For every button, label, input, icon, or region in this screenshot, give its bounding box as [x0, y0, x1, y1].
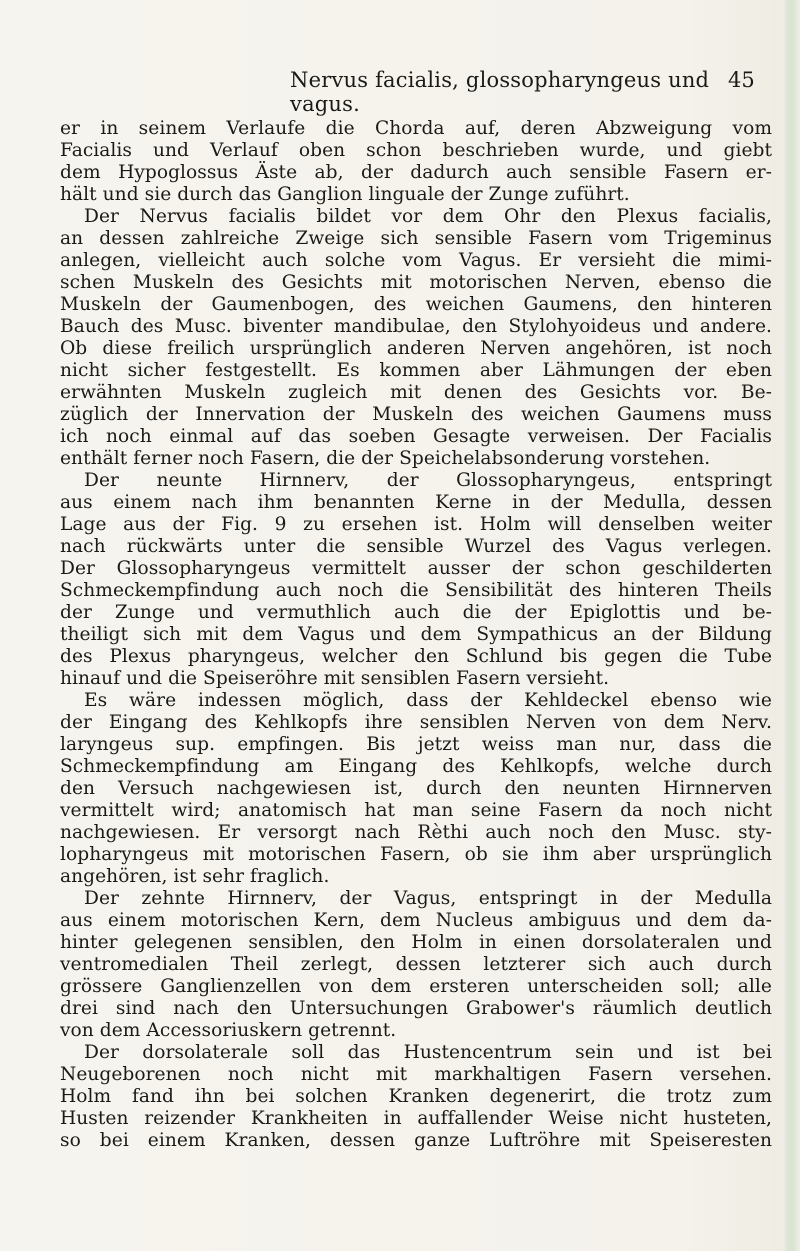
paragraph-start-line: Der neunte Hirnnerv, der Glossopharyngeus, entspringt: [84, 470, 772, 491]
text-line: schen Muskeln des Gesichts mit motorischen Nerven, ebenso die: [60, 272, 772, 293]
text-line: angehören, ist sehr fraglich.: [60, 866, 330, 887]
text-line: Muskeln der Gaumenbogen, des weichen Gaumens, den hinteren: [60, 294, 772, 315]
text-line: nach rückwärts unter die sensible Wurzel des Vagus verlegen.: [60, 536, 772, 557]
text-line: hält und sie durch das Ganglion linguale der Zunge zuführt.: [60, 184, 630, 205]
text-line: Ob diese freilich ursprünglich anderen Nerven angehören, ist noch: [60, 338, 772, 359]
text-line: Der Glossopharyngeus vermittelt ausser der schon geschilderten: [60, 558, 772, 579]
text-line: drei sind nach den Untersuchungen Grabower's räumlich deutlich: [60, 998, 772, 1019]
text-line: so bei einem Kranken, dessen ganze Luftröhre mit Speiseresten: [60, 1130, 772, 1151]
text-line: vermittelt wird; anatomisch hat man seine Fasern da noch nicht: [60, 800, 772, 821]
text-line: hinter gelegenen sensiblen, den Holm in einen dorsolateralen und: [60, 932, 772, 953]
text-line: den Versuch nachgewiesen ist, durch den neunten Hirnnerven: [60, 778, 772, 799]
text-line: er in seinem Verlaufe die Chorda auf, deren Abzweigung vom: [60, 118, 772, 139]
text-line: aus einem motorischen Kern, dem Nucleus ambiguus und dem da-: [60, 910, 772, 931]
paragraph-start-line: Der dorsolaterale soll das Hustencentrum sein und ist bei: [84, 1042, 772, 1063]
text-line: Bauch des Musc. biventer mandibulae, den Stylohyoideus und andere.: [60, 316, 772, 337]
page-header: [140, 68, 780, 116]
text-line: Lage aus der Fig. 9 zu ersehen ist. Holm will denselben weiter: [60, 514, 772, 535]
page-number: 45: [728, 68, 755, 92]
text-line: von dem Accessoriuskern getrennt.: [60, 1020, 397, 1041]
text-line: anlegen, vielleicht auch solche vom Vagus. Er versieht die mimi-: [60, 250, 772, 271]
running-title: Nervus facialis, glossopharyngeus und vagus.: [290, 68, 710, 116]
text-line: theiligt sich mit dem Vagus und dem Sympathicus an der Bildung: [60, 624, 772, 645]
text-line: Neugeborenen noch nicht mit markhaltigen Fasern versehen.: [60, 1064, 772, 1085]
text-line: Schmeckempfindung auch noch die Sensibilität des hinteren Theils: [60, 580, 772, 601]
text-line: lopharyngeus mit motorischen Fasern, ob sie ihm aber ursprünglich: [60, 844, 772, 865]
text-line: laryngeus sup. empfingen. Bis jetzt weiss man nur, dass die: [60, 734, 772, 755]
text-line: des Plexus pharyngeus, welcher den Schlund bis gegen die Tube: [60, 646, 772, 667]
text-line: ventromedialen Theil zerlegt, dessen letzterer sich auch durch: [60, 954, 772, 975]
text-line: Schmeckempfindung am Eingang des Kehlkopfs, welche durch: [60, 756, 772, 777]
text-line: an dessen zahlreiche Zweige sich sensible Fasern vom Trigeminus: [60, 228, 772, 249]
body-text: [60, 118, 772, 1152]
text-line: Husten reizender Krankheiten in auffallender Weise nicht husteten,: [60, 1108, 772, 1129]
text-line: Facialis und Verlauf oben schon beschrieben wurde, und giebt: [60, 140, 772, 161]
text-line: züglich der Innervation der Muskeln des weichen Gaumens muss: [60, 404, 772, 425]
paragraph-start-line: Der zehnte Hirnnerv, der Vagus, entspringt in der Medulla: [84, 888, 772, 909]
text-line: Holm fand ihn bei solchen Kranken degenerirt, die trotz zum: [60, 1086, 772, 1107]
text-line: dem Hypoglossus Äste ab, der dadurch auch sensible Fasern er-: [60, 162, 772, 183]
text-line: enthält ferner noch Fasern, die der Speichelabsonderung vorstehen.: [60, 448, 711, 469]
text-line: der Zunge und vermuthlich auch die der Epiglottis und be-: [60, 602, 772, 623]
text-line: der Eingang des Kehlkopfs ihre sensiblen Nerven von dem Nerv.: [60, 712, 772, 733]
text-line: hinauf und die Speiseröhre mit sensiblen Fasern versieht.: [60, 668, 610, 689]
paragraph-start-line: Es wäre indessen möglich, dass der Kehldeckel ebenso wie: [84, 690, 772, 711]
text-line: ich noch einmal auf das soeben Gesagte verweisen. Der Facialis: [60, 426, 772, 447]
text-line: nachgewiesen. Er versorgt nach Rèthi auch noch den Musc. sty-: [60, 822, 772, 843]
text-line: erwähnten Muskeln zugleich mit denen des Gesichts vor. Be-: [60, 382, 772, 403]
text-line: grössere Ganglienzellen von dem ersteren unterscheiden soll; alle: [60, 976, 772, 997]
text-line: nicht sicher festgestellt. Es kommen aber Lähmungen der eben: [60, 360, 772, 381]
paragraph-start-line: Der Nervus facialis bildet vor dem Ohr den Plexus facialis,: [84, 206, 772, 227]
page-edge: [782, 0, 800, 1251]
text-line: aus einem nach ihm benannten Kerne in der Medulla, dessen: [60, 492, 772, 513]
